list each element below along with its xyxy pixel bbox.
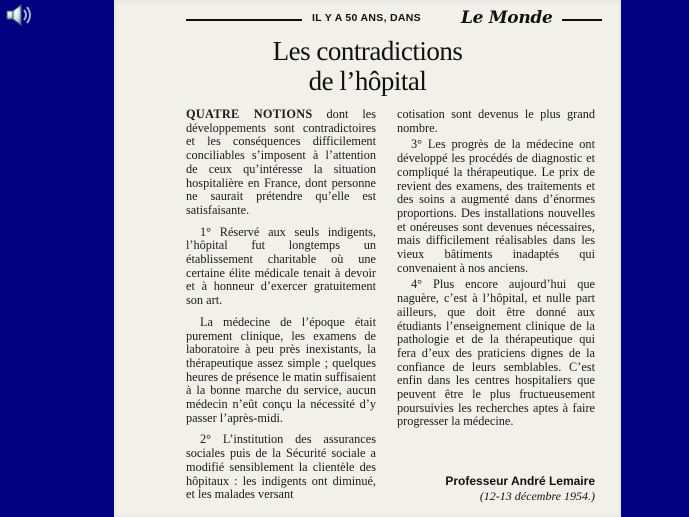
point-4-paragraph: 4° Plus encore aujourd’hui que naguère, c’est à l’hôpital, et nulle part ailleurs, que doit être donné aux étudiants l’enseignement clinique de la pathologie et de la thérapeutique qui fera d’eux des praticiens dignes de la confiance de leurs semblables. C’est enfin dans les centres hospitaliers que peuvent être le plus fructueusement poursuivies les recherches aptes à faire progresser la médecine. (397, 277, 595, 429)
point-1-paragraph: 1° Réservé aux seuls indigents, l’hôpital fut longtemps un établissement charitable où une certaine élite médicale tenait à devoir et à honneur d’exercer gratuitement son art. (186, 224, 376, 308)
masthead (186, 8, 553, 28)
intro-text: dont les développements sont contradictoires et les conséquences difficilement conciliables s’imposent à l’attention de ceux qu’intéresse la situation hospitalière en France, dont personne ne saurait prétendre qu’elle est satisfaisante. (186, 107, 376, 217)
point-1-continuation: La médecine de l’époque était purement clinique, les examens de laboratoire à peu près inexistants, la thérapeutique assez simple ; quelques heures de présence le matin suffisaient à la bonne marche du service, aucun médecin n’eût conçu la nécessité d’y passer l’après-midi. (186, 314, 376, 425)
masthead-label: IL Y A 50 ANS, DANS (312, 12, 421, 24)
masthead-rule-right (562, 19, 602, 21)
author-signature: Professeur André Lemaire (445, 474, 595, 488)
masthead-rule-left (186, 19, 302, 21)
article-column-right (397, 108, 595, 429)
intro-paragraph (186, 108, 376, 218)
point-2-continuation: cotisation sont devenus le plus grand nombre. (397, 107, 595, 135)
point-3-paragraph: 3° Les progrès de la médecine ont développé les procédés de diagnostic et compliqué la thérapeutique. Le prix de revient des examens, des traitements et des soins a augmenté dans d’énormes proportions. Des installations nouvelles et onéreuses sont devenues nécessaires, mais difficilement réalisables dans les vieux bâtiments inadaptés qui convenaient à nos anciens. (397, 137, 595, 275)
article-headline (114, 36, 621, 96)
le-monde-logo: Le Monde (461, 8, 553, 28)
publication-date: (12-13 décembre 1954.) (479, 489, 595, 503)
intro-lead: QUATRE NOTIONS (186, 107, 313, 121)
headline-line-1: Les contradictions (272, 36, 463, 66)
newspaper-clipping (114, 0, 621, 517)
headline-line-2: de l’hôpital (308, 66, 427, 96)
article-column-left (186, 108, 376, 502)
point-2-paragraph: 2° L’institution des assurances sociales puis de la Sécurité sociale a modifié sensiblement la clientèle des hôpitaux : les indigents ont diminué, et les malades versant (186, 433, 376, 502)
speaker-icon[interactable] (4, 2, 34, 28)
